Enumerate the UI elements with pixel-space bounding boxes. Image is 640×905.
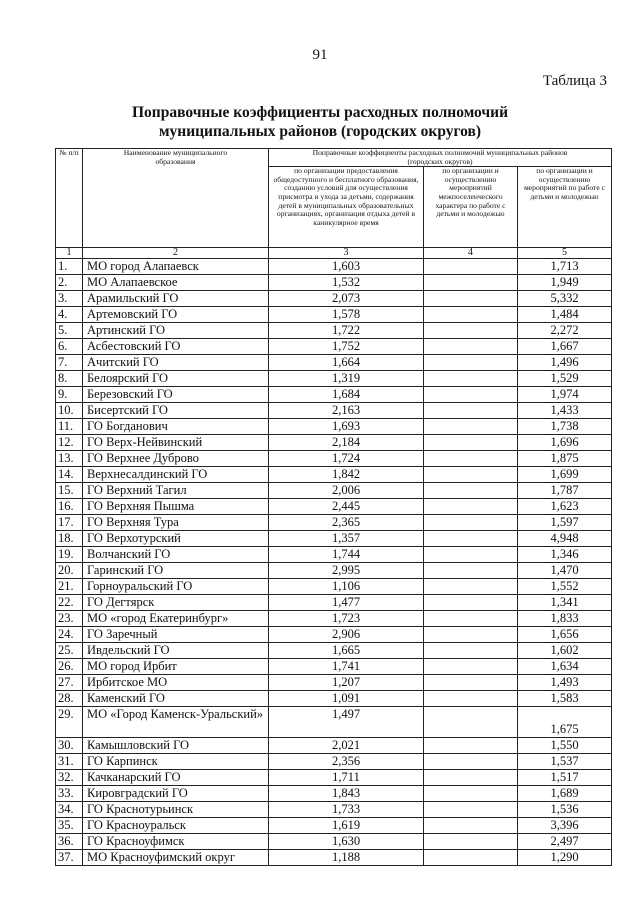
coefficient-youth-work: 2,497 — [518, 834, 612, 850]
coefficient-education: 1,188 — [269, 850, 424, 866]
municipality-name: Артинский ГО — [83, 323, 269, 339]
municipality-name: ГО Дегтярск — [83, 595, 269, 611]
coefficient-youth-work: 1,346 — [518, 547, 612, 563]
table-row — [56, 275, 612, 291]
column-number-3: 3 — [269, 248, 424, 259]
municipality-name: ГО Верх-Нейвинский — [83, 435, 269, 451]
header-group — [269, 149, 612, 167]
coefficient-education: 1,357 — [269, 531, 424, 547]
coefficient-youth-work: 4,948 — [518, 531, 612, 547]
table-row — [56, 467, 612, 483]
row-number: 29. — [56, 707, 83, 738]
row-number: 21. — [56, 579, 83, 595]
row-number: 9. — [56, 387, 83, 403]
municipality-name: ГО Верхняя Тура — [83, 515, 269, 531]
coefficient-education: 2,906 — [269, 627, 424, 643]
municipality-name: МО «Город Каменск-Уральский» — [83, 707, 269, 738]
coefficient-intersettlement-youth — [424, 531, 518, 547]
coefficient-youth-work: 1,696 — [518, 435, 612, 451]
municipality-name: МО Красноуфимский округ — [83, 850, 269, 866]
coefficient-education: 2,995 — [269, 563, 424, 579]
table-header-row — [56, 149, 612, 167]
municipality-name: Горноуральский ГО — [83, 579, 269, 595]
coefficient-intersettlement-youth — [424, 834, 518, 850]
coefficient-education: 2,163 — [269, 403, 424, 419]
header-col-3: по организации предоставления общедоступного и бесплатного образования, созданию условий для осуществления присмотра и ухода за детьми, содержания детей в муниципальных образовательных организациях, организация отдыха детей в каникулярное время — [269, 167, 424, 248]
table-row — [56, 371, 612, 387]
coefficient-intersettlement-youth — [424, 770, 518, 786]
row-number: 16. — [56, 499, 83, 515]
table-row — [56, 802, 612, 818]
coefficient-education: 1,842 — [269, 467, 424, 483]
coefficient-education: 2,445 — [269, 499, 424, 515]
municipality-name: Каменский ГО — [83, 691, 269, 707]
municipality-name: ГО Карпинск — [83, 754, 269, 770]
coefficient-intersettlement-youth — [424, 355, 518, 371]
table-row — [56, 579, 612, 595]
row-number: 7. — [56, 355, 83, 371]
coefficient-youth-work: 1,713 — [518, 259, 612, 275]
coefficient-education: 1,843 — [269, 786, 424, 802]
coefficient-intersettlement-youth — [424, 291, 518, 307]
coefficient-intersettlement-youth — [424, 818, 518, 834]
municipality-name: ГО Краснотурьинск — [83, 802, 269, 818]
coefficient-education: 1,684 — [269, 387, 424, 403]
title-line-1: Поправочные коэффициенты расходных полномочий — [131, 104, 509, 121]
column-number-2: 2 — [83, 248, 269, 259]
column-number-5: 5 — [518, 248, 612, 259]
municipality-name: Асбестовский ГО — [83, 339, 269, 355]
coefficient-education: 1,733 — [269, 802, 424, 818]
header-col-name-text: Наименование муниципального образования — [123, 148, 228, 166]
coefficient-youth-work: 1,875 — [518, 451, 612, 467]
row-number: 5. — [56, 323, 83, 339]
table-row — [56, 659, 612, 675]
row-number: 19. — [56, 547, 83, 563]
table-row — [56, 818, 612, 834]
coefficient-intersettlement-youth — [424, 579, 518, 595]
header-col-4: по организации и осуществлению мероприятий межпоселенческого характера по работе с детьми и молодежью — [424, 167, 518, 248]
coefficient-education: 1,744 — [269, 547, 424, 563]
coefficient-education: 2,006 — [269, 483, 424, 499]
table-row — [56, 435, 612, 451]
coefficient-intersettlement-youth — [424, 738, 518, 754]
coefficient-intersettlement-youth — [424, 802, 518, 818]
table-row — [56, 611, 612, 627]
header-col-name — [83, 149, 269, 248]
coefficient-intersettlement-youth — [424, 659, 518, 675]
coefficient-intersettlement-youth — [424, 371, 518, 387]
coefficient-youth-work: 1,517 — [518, 770, 612, 786]
coefficient-intersettlement-youth — [424, 786, 518, 802]
table-row — [56, 754, 612, 770]
coefficient-intersettlement-youth — [424, 307, 518, 323]
table-row — [56, 643, 612, 659]
table-row — [56, 786, 612, 802]
municipality-name: Ирбитское МО — [83, 675, 269, 691]
coefficient-education: 1,722 — [269, 323, 424, 339]
table-row — [56, 531, 612, 547]
coefficient-education: 2,184 — [269, 435, 424, 451]
column-number-1: 1 — [56, 248, 83, 259]
row-number: 27. — [56, 675, 83, 691]
row-number: 18. — [56, 531, 83, 547]
coefficient-intersettlement-youth — [424, 483, 518, 499]
coefficient-youth-work: 1,656 — [518, 627, 612, 643]
coefficient-education: 1,741 — [269, 659, 424, 675]
coefficient-education: 1,630 — [269, 834, 424, 850]
coefficient-intersettlement-youth — [424, 595, 518, 611]
coefficient-education: 1,091 — [269, 691, 424, 707]
coefficient-education: 2,356 — [269, 754, 424, 770]
coefficient-intersettlement-youth — [424, 435, 518, 451]
row-number: 30. — [56, 738, 83, 754]
row-number: 2. — [56, 275, 83, 291]
table-row — [56, 547, 612, 563]
coefficient-youth-work: 3,396 — [518, 818, 612, 834]
table-row — [56, 850, 612, 866]
column-number-row — [56, 248, 612, 259]
column-number-4: 4 — [424, 248, 518, 259]
page-number: 91 — [312, 47, 328, 63]
row-number: 36. — [56, 834, 83, 850]
municipality-name: ГО Заречный — [83, 627, 269, 643]
row-number: 25. — [56, 643, 83, 659]
coefficient-intersettlement-youth — [424, 259, 518, 275]
coefficient-education: 1,319 — [269, 371, 424, 387]
coefficient-intersettlement-youth — [424, 323, 518, 339]
municipality-name: МО город Ирбит — [83, 659, 269, 675]
row-number: 34. — [56, 802, 83, 818]
row-number: 22. — [56, 595, 83, 611]
coefficient-youth-work: 1,974 — [518, 387, 612, 403]
coefficient-youth-work: 1,597 — [518, 515, 612, 531]
coefficient-youth-work: 1,634 — [518, 659, 612, 675]
municipality-name: Камышловский ГО — [83, 738, 269, 754]
table-row — [56, 627, 612, 643]
coefficient-education: 1,477 — [269, 595, 424, 611]
municipality-name: Белоярский ГО — [83, 371, 269, 387]
table-row — [56, 595, 612, 611]
coefficient-intersettlement-youth — [424, 387, 518, 403]
table-row — [56, 770, 612, 786]
row-number: 20. — [56, 563, 83, 579]
coefficient-youth-work: 1,493 — [518, 675, 612, 691]
title-line-2: муниципальных районов (городских округов) — [158, 123, 482, 140]
table-row — [56, 563, 612, 579]
table-row — [56, 834, 612, 850]
row-number: 11. — [56, 419, 83, 435]
row-number: 14. — [56, 467, 83, 483]
header-group-text: Поправочные коэффициенты расходных полномочий муниципальных районов (городских округов) — [312, 148, 568, 166]
municipality-name: МО город Алапаевск — [83, 259, 269, 275]
coefficient-youth-work: 1,602 — [518, 643, 612, 659]
coefficient-education: 1,619 — [269, 818, 424, 834]
table-row — [56, 307, 612, 323]
coefficient-education: 1,723 — [269, 611, 424, 627]
municipality-name: Арамильский ГО — [83, 291, 269, 307]
coefficient-youth-work: 1,529 — [518, 371, 612, 387]
row-number: 28. — [56, 691, 83, 707]
row-number: 10. — [56, 403, 83, 419]
coefficient-education: 1,207 — [269, 675, 424, 691]
municipality-name: МО «город Екатеринбург» — [83, 611, 269, 627]
coefficient-youth-work: 1,433 — [518, 403, 612, 419]
table-row — [56, 339, 612, 355]
row-number: 8. — [56, 371, 83, 387]
header-col-number: № п/п — [56, 149, 83, 248]
coefficient-youth-work: 1,552 — [518, 579, 612, 595]
coefficient-intersettlement-youth — [424, 691, 518, 707]
coefficient-intersettlement-youth — [424, 499, 518, 515]
table-row — [56, 419, 612, 435]
coefficient-education: 1,711 — [269, 770, 424, 786]
row-number: 31. — [56, 754, 83, 770]
row-number: 37. — [56, 850, 83, 866]
coefficient-youth-work: 1,537 — [518, 754, 612, 770]
coefficient-education: 1,665 — [269, 643, 424, 659]
coefficient-education: 1,497 — [269, 707, 424, 738]
coefficients-table — [55, 148, 612, 866]
table-row — [56, 515, 612, 531]
coefficient-youth-work: 1,675 — [518, 707, 612, 738]
coefficient-youth-work: 1,496 — [518, 355, 612, 371]
coefficient-education: 1,106 — [269, 579, 424, 595]
coefficient-intersettlement-youth — [424, 563, 518, 579]
header-col-5: по организации и осуществлению мероприятий по работе с детьми и молодежью — [518, 167, 612, 248]
row-number: 33. — [56, 786, 83, 802]
table-row — [56, 323, 612, 339]
row-number: 23. — [56, 611, 83, 627]
coefficient-intersettlement-youth — [424, 707, 518, 738]
coefficient-intersettlement-youth — [424, 275, 518, 291]
coefficient-intersettlement-youth — [424, 403, 518, 419]
coefficient-youth-work: 1,290 — [518, 850, 612, 866]
coefficient-education: 2,021 — [269, 738, 424, 754]
municipality-name: ГО Верхотурский — [83, 531, 269, 547]
row-number: 35. — [56, 818, 83, 834]
municipality-name: ГО Красноуральск — [83, 818, 269, 834]
table-row — [56, 259, 612, 275]
coefficient-youth-work: 1,699 — [518, 467, 612, 483]
row-number: 26. — [56, 659, 83, 675]
coefficient-intersettlement-youth — [424, 850, 518, 866]
document-title — [0, 103, 640, 141]
coefficient-youth-work: 1,689 — [518, 786, 612, 802]
row-number: 24. — [56, 627, 83, 643]
coefficient-intersettlement-youth — [424, 515, 518, 531]
coefficient-youth-work: 1,623 — [518, 499, 612, 515]
coefficient-education: 1,724 — [269, 451, 424, 467]
table-row — [56, 499, 612, 515]
table-label: Таблица 3 — [542, 73, 607, 89]
coefficient-intersettlement-youth — [424, 419, 518, 435]
coefficient-youth-work: 1,536 — [518, 802, 612, 818]
municipality-name: ГО Богданович — [83, 419, 269, 435]
coefficient-education: 1,578 — [269, 307, 424, 323]
row-number: 6. — [56, 339, 83, 355]
table-row — [56, 451, 612, 467]
coefficient-intersettlement-youth — [424, 627, 518, 643]
coefficient-youth-work: 1,738 — [518, 419, 612, 435]
coefficient-education: 1,664 — [269, 355, 424, 371]
municipality-name: Гаринский ГО — [83, 563, 269, 579]
municipality-name: Ивдельский ГО — [83, 643, 269, 659]
row-number: 15. — [56, 483, 83, 499]
coefficient-intersettlement-youth — [424, 643, 518, 659]
coefficient-intersettlement-youth — [424, 339, 518, 355]
municipality-name: ГО Верхний Тагил — [83, 483, 269, 499]
coefficient-education: 1,693 — [269, 419, 424, 435]
table-row — [56, 675, 612, 691]
table-row — [56, 483, 612, 499]
municipality-name: Ачитский ГО — [83, 355, 269, 371]
coefficient-intersettlement-youth — [424, 611, 518, 627]
coefficient-youth-work: 1,470 — [518, 563, 612, 579]
table-row — [56, 355, 612, 371]
coefficient-youth-work: 1,341 — [518, 595, 612, 611]
coefficient-education: 1,752 — [269, 339, 424, 355]
coefficient-intersettlement-youth — [424, 467, 518, 483]
municipality-name: МО Алапаевское — [83, 275, 269, 291]
municipality-name: ГО Красноуфимск — [83, 834, 269, 850]
coefficient-youth-work: 5,332 — [518, 291, 612, 307]
row-number: 12. — [56, 435, 83, 451]
table-row — [56, 691, 612, 707]
coefficient-youth-work: 1,787 — [518, 483, 612, 499]
coefficient-youth-work: 1,550 — [518, 738, 612, 754]
municipality-name: Верхнесалдинский ГО — [83, 467, 269, 483]
municipality-name: Артемовский ГО — [83, 307, 269, 323]
coefficient-youth-work: 1,833 — [518, 611, 612, 627]
coefficient-education: 1,532 — [269, 275, 424, 291]
coefficient-youth-work: 2,272 — [518, 323, 612, 339]
table-row — [56, 403, 612, 419]
table-row — [56, 738, 612, 754]
coefficient-education: 2,073 — [269, 291, 424, 307]
table-row — [56, 707, 612, 738]
municipality-name: ГО Верхнее Дуброво — [83, 451, 269, 467]
coefficient-youth-work: 1,484 — [518, 307, 612, 323]
coefficient-intersettlement-youth — [424, 754, 518, 770]
table-row — [56, 387, 612, 403]
coefficient-intersettlement-youth — [424, 547, 518, 563]
coefficient-youth-work: 1,583 — [518, 691, 612, 707]
coefficient-intersettlement-youth — [424, 451, 518, 467]
coefficient-youth-work: 1,949 — [518, 275, 612, 291]
municipality-name: Качканарский ГО — [83, 770, 269, 786]
coefficient-intersettlement-youth — [424, 675, 518, 691]
municipality-name: Бисертский ГО — [83, 403, 269, 419]
row-number: 32. — [56, 770, 83, 786]
municipality-name: Волчанский ГО — [83, 547, 269, 563]
coefficient-education: 2,365 — [269, 515, 424, 531]
coefficient-education: 1,603 — [269, 259, 424, 275]
table-row — [56, 291, 612, 307]
row-number: 3. — [56, 291, 83, 307]
row-number: 4. — [56, 307, 83, 323]
row-number: 13. — [56, 451, 83, 467]
municipality-name: Кировградский ГО — [83, 786, 269, 802]
coefficient-youth-work: 1,667 — [518, 339, 612, 355]
row-number: 17. — [56, 515, 83, 531]
row-number: 1. — [56, 259, 83, 275]
municipality-name: ГО Верхняя Пышма — [83, 499, 269, 515]
municipality-name: Березовский ГО — [83, 387, 269, 403]
